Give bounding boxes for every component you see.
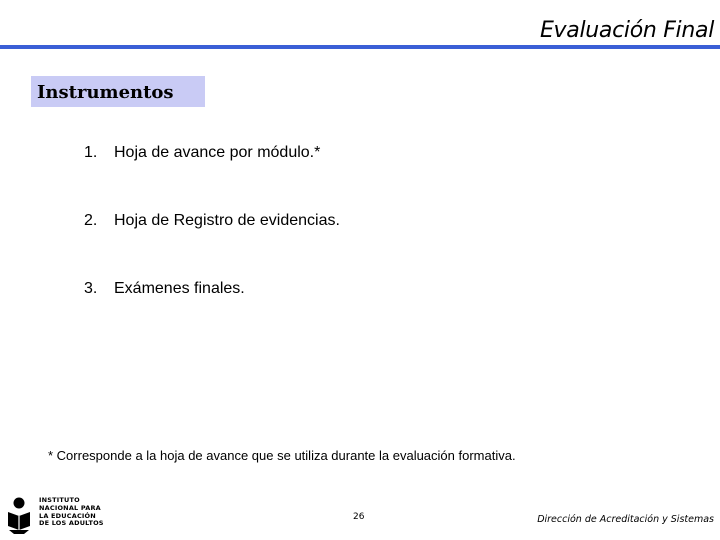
section-heading-box: [31, 76, 205, 107]
department-name: Dirección de Acreditación y Sistemas: [537, 514, 714, 525]
logo-line: LA EDUCACIÓN: [39, 511, 96, 520]
title-underline: [0, 45, 720, 49]
list-item-number: 2.: [84, 212, 98, 229]
list-item-number: 1.: [84, 144, 98, 161]
instrument-list: [84, 144, 340, 348]
list-item: [84, 280, 340, 348]
footnote: * Corresponde a la hoja de avance que se utiliza durante la evaluación formativa.: [48, 448, 516, 463]
list-item: [84, 212, 340, 280]
list-item-number: 3.: [84, 280, 98, 297]
logo-line: INSTITUTO: [39, 496, 80, 504]
slide-title: Evaluación Final: [539, 18, 714, 43]
list-item-text: Exámenes finales.: [114, 280, 245, 297]
list-item-text: Hoja de Registro de evidencias.: [114, 212, 340, 229]
logo-text: [39, 497, 104, 528]
page-number: 26: [353, 512, 365, 522]
section-heading: Instrumentos: [37, 82, 174, 103]
logo-line: DE LOS ADULTOS: [39, 519, 104, 528]
inea-logo: [6, 496, 116, 534]
logo-line: NACIONAL PARA: [39, 503, 101, 512]
list-item-text: Hoja de avance por módulo.*: [114, 144, 321, 161]
list-item: [84, 144, 340, 212]
reader-figure-icon: [6, 496, 34, 534]
